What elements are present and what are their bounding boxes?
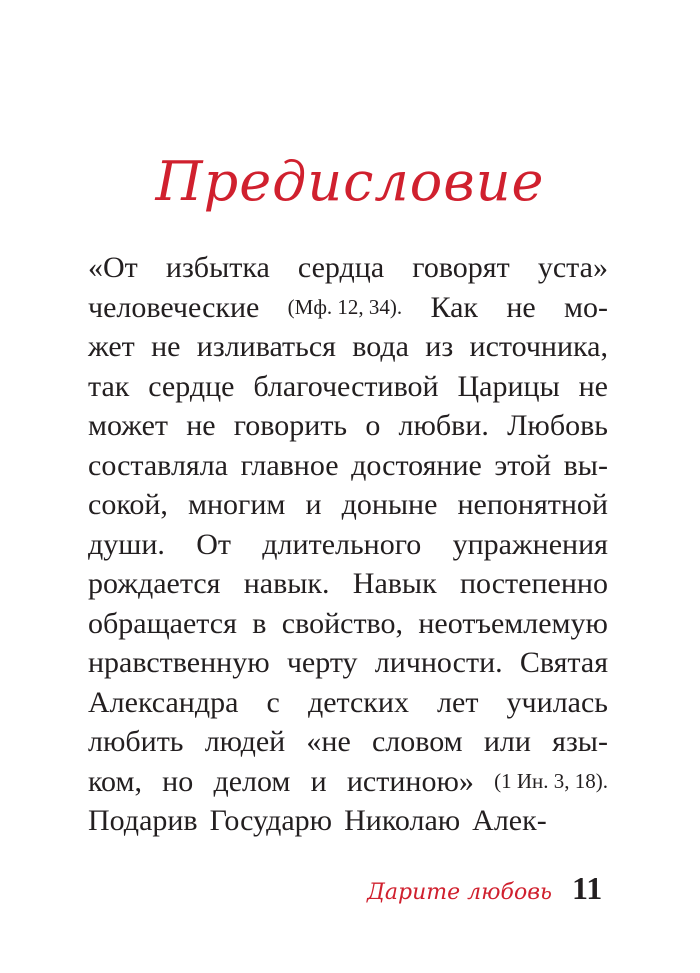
word: делом bbox=[213, 764, 291, 798]
word: истиною» bbox=[346, 764, 474, 798]
word: любви. bbox=[398, 409, 489, 442]
word: упражнения bbox=[452, 527, 608, 561]
scripture-reference: (Мф. 12, 34). bbox=[287, 294, 403, 319]
text-line bbox=[88, 564, 608, 604]
word: Государю bbox=[209, 804, 333, 837]
word: училась bbox=[506, 685, 608, 719]
text-line bbox=[88, 762, 608, 802]
word: ком, bbox=[88, 764, 142, 798]
word: обращается bbox=[88, 606, 237, 640]
text-line bbox=[88, 288, 608, 328]
word: избытка bbox=[165, 251, 270, 284]
text-line bbox=[88, 367, 608, 407]
word: Алек- bbox=[472, 804, 547, 837]
word: сокой, bbox=[88, 488, 168, 521]
word: любить bbox=[88, 725, 184, 758]
word: но bbox=[162, 764, 194, 798]
word: многим bbox=[187, 488, 286, 521]
word: жет bbox=[88, 330, 135, 363]
word: так bbox=[88, 369, 130, 403]
word: навык. bbox=[243, 567, 330, 600]
word: из bbox=[425, 330, 454, 363]
word: Навык bbox=[352, 567, 437, 600]
word: личности. bbox=[374, 646, 503, 679]
word: не bbox=[506, 290, 536, 324]
word: этой bbox=[494, 448, 552, 482]
word: сердца bbox=[297, 251, 385, 284]
word: может bbox=[88, 409, 168, 442]
word: с bbox=[266, 685, 280, 719]
word: неотъемлемую bbox=[418, 606, 608, 640]
word: или bbox=[483, 725, 531, 758]
scripture-reference: (1 Ин. 3, 18). bbox=[494, 768, 608, 793]
word: мо- bbox=[564, 290, 608, 324]
word: главное bbox=[240, 448, 339, 482]
word: Любовь bbox=[507, 409, 608, 442]
text-line bbox=[88, 406, 608, 446]
word: в bbox=[252, 606, 267, 640]
word: говорят bbox=[412, 251, 510, 284]
word: доныне bbox=[341, 488, 438, 521]
text-line bbox=[88, 248, 608, 288]
word: детских bbox=[307, 685, 409, 719]
word: и bbox=[305, 488, 322, 521]
word: «От bbox=[88, 251, 138, 284]
running-footer-title: Дарите любовь bbox=[367, 880, 552, 905]
word: людей bbox=[204, 725, 286, 758]
word: непонятной bbox=[457, 488, 608, 521]
word: вы- bbox=[563, 448, 608, 482]
word: источника, bbox=[469, 330, 608, 363]
word: Как bbox=[430, 290, 478, 324]
text-line bbox=[88, 604, 608, 644]
word: Подарив bbox=[88, 804, 198, 837]
word: рождается bbox=[88, 567, 221, 600]
word: не bbox=[186, 409, 216, 442]
text-line bbox=[88, 485, 608, 525]
text-line bbox=[88, 683, 608, 723]
text-line bbox=[88, 327, 608, 367]
text-line bbox=[88, 525, 608, 565]
word: души. bbox=[88, 527, 165, 561]
word: и bbox=[310, 764, 327, 798]
word: нравственную bbox=[88, 646, 270, 679]
word: свойство, bbox=[281, 606, 404, 640]
word: не bbox=[578, 369, 608, 403]
word: длительного bbox=[262, 527, 422, 561]
word: От bbox=[196, 527, 231, 561]
page-number: 11 bbox=[572, 870, 603, 906]
word: изливаться bbox=[196, 330, 336, 363]
word: вода bbox=[352, 330, 409, 363]
word: Царицы bbox=[457, 369, 560, 403]
word: благочестивой bbox=[253, 369, 439, 403]
word: о bbox=[365, 409, 381, 442]
word: словом bbox=[371, 725, 463, 758]
word: достояние bbox=[351, 448, 482, 482]
word: язы- bbox=[552, 725, 608, 758]
word: человеческие bbox=[88, 290, 260, 324]
text-line bbox=[88, 801, 608, 841]
word: постепенно bbox=[459, 567, 608, 600]
word: Александра bbox=[88, 685, 239, 719]
text-line bbox=[88, 722, 608, 762]
word: Святая bbox=[519, 646, 608, 679]
word: Николаю bbox=[344, 804, 461, 837]
word: составляла bbox=[88, 448, 228, 482]
word: «не bbox=[306, 725, 351, 758]
word: уста» bbox=[537, 251, 608, 284]
word: лет bbox=[437, 685, 479, 719]
chapter-heading: Предисловие bbox=[155, 150, 545, 213]
text-line bbox=[88, 643, 608, 683]
word: не bbox=[151, 330, 181, 363]
word: черту bbox=[286, 646, 358, 679]
word: сердце bbox=[148, 369, 235, 403]
text-line bbox=[88, 446, 608, 486]
word: говорить bbox=[233, 409, 348, 442]
body-text bbox=[88, 248, 608, 841]
